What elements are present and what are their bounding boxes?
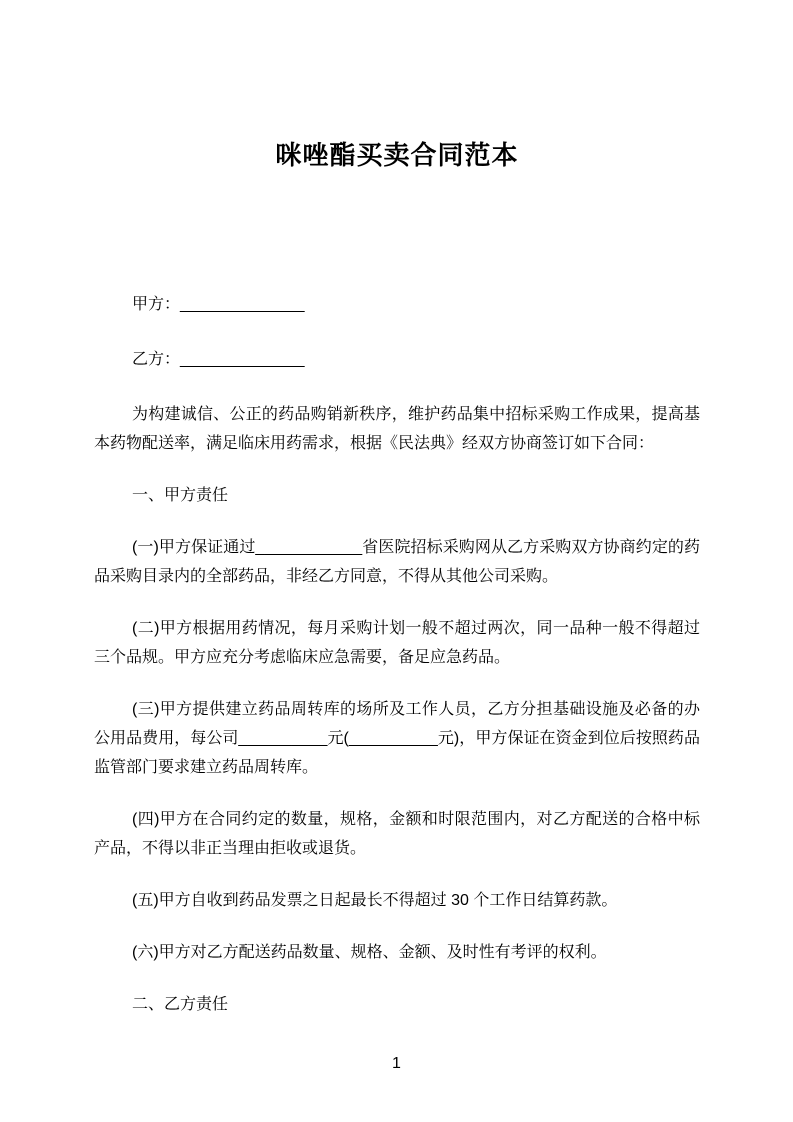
intro-paragraph: 为构建诚信、公正的药品购销新秩序，维护药品集中招标采购工作成果，提高基本药物配送率，满足临床用药需求，根据《民法典》经双方协商签订如下合同： <box>94 406 700 452</box>
clause-4: (四)甲方在合同约定的数量，规格，金额和时限范围内，对乙方配送的合格中标产品，不得以非正当理由拒收或退货。 <box>94 811 700 857</box>
section-heading-party-b-duties: 二、乙方责任 <box>132 996 229 1013</box>
page-number: 1 <box>392 1055 401 1072</box>
party-b-line: 乙方：______________ <box>132 351 305 368</box>
clause-5: (五)甲方自收到药品发票之日起最长不得超过 30 个工作日结算药款。 <box>132 892 618 909</box>
clause-3: (三)甲方提供建立药品周转库的场所及工作人员，乙方分担基础设施及必备的办公用品费用，每公司__________元(__________元)，甲方保证在资金到位后按照药品监管部门要求建立药品周转库。 <box>94 701 700 776</box>
section-heading-party-a-duties: 一、甲方责任 <box>132 487 229 504</box>
party-a-line: 甲方：______________ <box>132 296 305 313</box>
clause-1: (一)甲方保证通过____________省医院招标采购网从乙方采购双方协商约定的药品采购目录内的全部药品，非经乙方同意，不得从其他公司采购。 <box>94 539 700 585</box>
document-title: 咪唑酯买卖合同范本 <box>275 140 519 170</box>
clause-2: (二)甲方根据用药情况，每月采购计划一般不超过两次，同一品种一般不得超过三个品规。甲方应充分考虑临床应急需要，备足应急药品。 <box>94 620 700 666</box>
clause-6: (六)甲方对乙方配送药品数量、规格、金额、及时性有考评的权利。 <box>132 944 607 961</box>
page-footer <box>0 1054 793 1074</box>
